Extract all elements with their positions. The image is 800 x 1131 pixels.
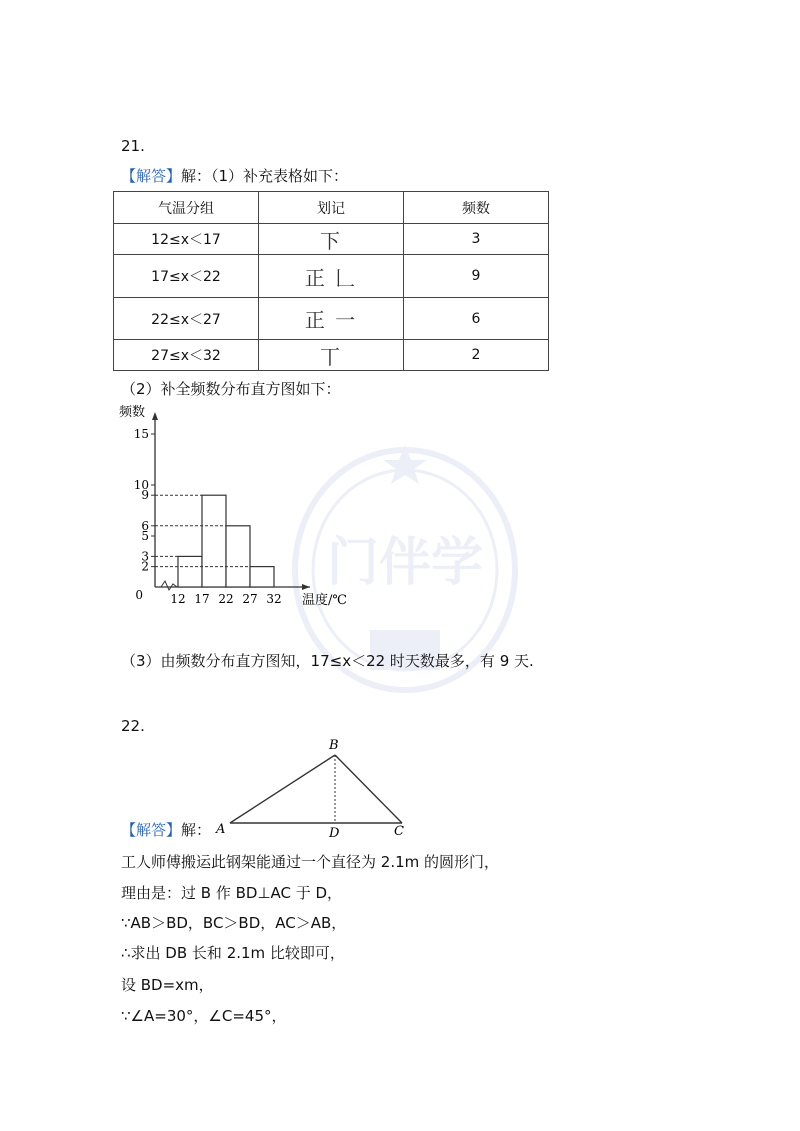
triangle-figure [210,735,420,840]
table-header-row [114,192,549,224]
q22-line-1: 工人师傅搬运此钢架能通过一个直径为 2.1m 的圆形门， [121,853,500,871]
x-axis-label: 温度/℃ [302,593,347,608]
y-axis-arrow [152,412,158,420]
histogram-bar [226,526,250,587]
freq-cell: 3 [404,224,549,255]
question-21-number: 21. [121,137,145,155]
y-axis-label: 频数 [119,405,146,420]
q22-answer-line [121,820,211,840]
point-label-c: C [394,824,404,839]
point-label-d: D [329,826,340,840]
x-tick-label: 22 [218,592,234,606]
tally-cell: 正 𠃊 [259,255,404,298]
tally-cell: 下 [259,224,404,255]
group-cell: 12≤x＜17 [114,224,259,255]
answer-tag: 【解答】 [121,821,182,839]
y-tick-label: 15 [133,427,149,441]
tally-cell: 丅 [259,340,404,371]
q22-line-6: ∵∠A=30°，∠C=45°， [121,1007,287,1025]
histogram-bar [250,567,274,587]
table-header: 气温分组 [114,192,259,224]
x-axis-arrow [302,584,310,590]
x-tick-label: 12 [170,592,186,606]
table-row [114,298,549,340]
freq-cell: 6 [404,298,549,340]
answer-tag: 【解答】 [121,167,182,185]
point-label-b: B [329,738,339,753]
tally-cell: 正 一 [259,298,404,340]
table-row [114,255,549,298]
histogram-bar [202,495,226,587]
q22-line-5: 设 BD=xm， [121,976,214,994]
table-row [114,340,549,371]
frequency-histogram [110,402,370,612]
y-tick-label: 2 [141,559,149,574]
y-tick-label: 3 [141,549,149,564]
point-label-a: A [216,822,226,837]
table-header: 频数 [404,192,549,224]
q22-line-4: ∴求出 DB 长和 2.1m 比较即可， [121,944,345,962]
histogram-bar [178,556,202,587]
q21-part2-text: （2）补全频数分布直方图如下： [121,380,341,398]
table-header: 划记 [259,192,404,224]
q22-line-2: 理由是：过 B 作 BD⊥AC 于 D， [121,884,343,902]
side-bc [335,755,402,823]
group-cell: 22≤x＜27 [114,298,259,340]
group-cell: 17≤x＜22 [114,255,259,298]
axis-break [161,581,177,590]
y-tick-label: 5 [141,529,149,543]
freq-cell: 9 [404,255,549,298]
freq-cell: 2 [404,340,549,371]
frequency-table [113,191,549,371]
q21-intro-line [121,166,348,186]
q22-line-3: ∵AB＞BD，BC＞BD，AC＞AB， [121,914,347,932]
table-row [114,224,549,255]
watermark-text: 门伴学 [326,532,484,593]
y-tick-label: 10 [133,478,149,492]
q21-part3-text: （3）由频数分布直方图知，17≤x＜22 时天数最多，有 9 天. [121,652,534,670]
q22-answer-lead: 解： [181,821,212,839]
x-tick-label: 27 [242,592,258,606]
origin-label: 0 [135,588,143,602]
q21-intro-text: 解：（1）补充表格如下： [181,167,349,185]
y-tick-label: 6 [141,518,149,533]
x-tick-label: 17 [194,592,210,606]
group-cell: 27≤x＜32 [114,340,259,371]
question-22-number: 22. [121,717,145,735]
x-tick-label: 32 [266,592,282,606]
y-tick-label: 9 [141,488,149,503]
side-ab [230,755,335,823]
